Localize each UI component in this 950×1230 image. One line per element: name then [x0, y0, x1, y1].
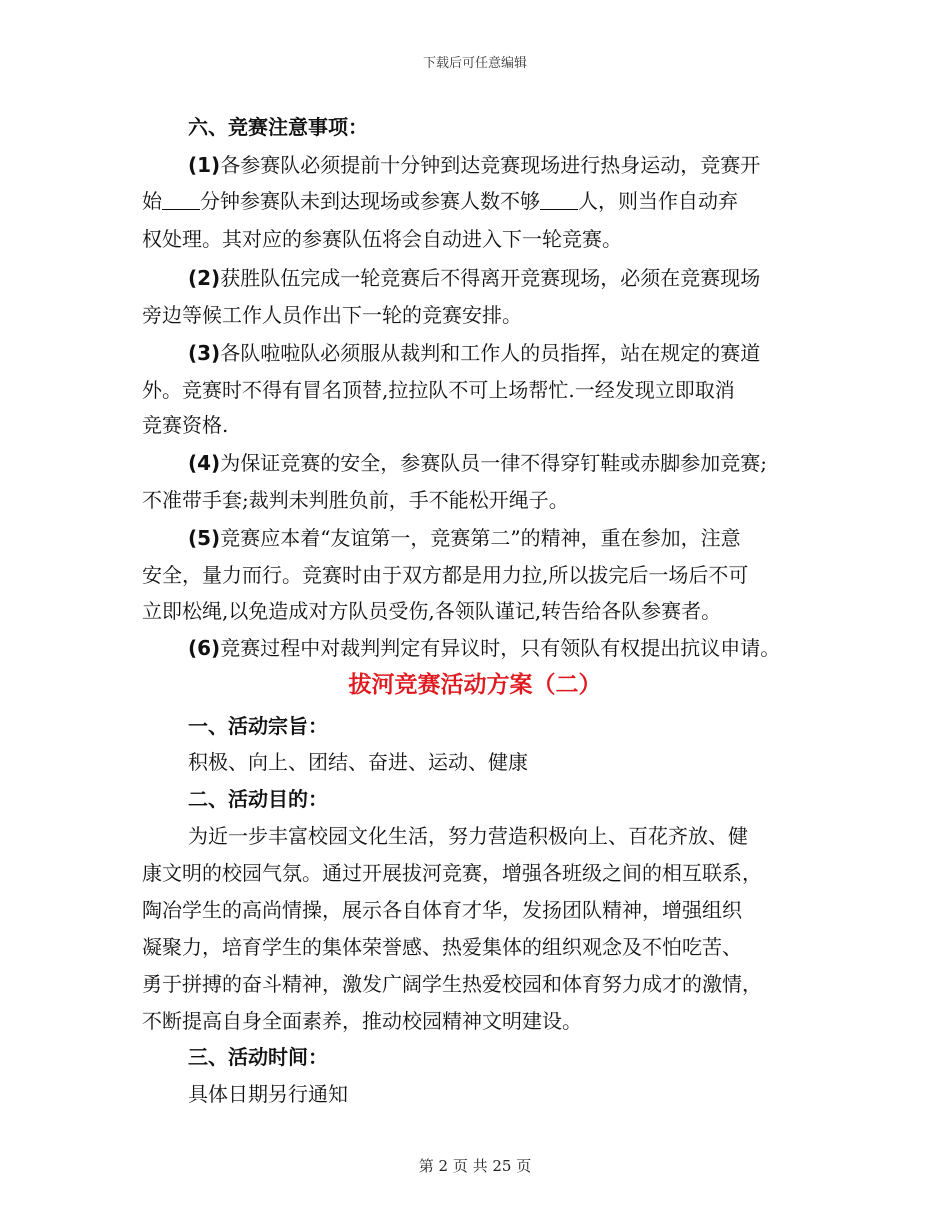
blank-people [540, 189, 578, 210]
page-header: 下载后可任意编辑 [422, 56, 527, 71]
rule-number: (4) [188, 451, 221, 475]
rule-2-line-1 [188, 264, 760, 292]
rule-text: 竞赛过程中对裁判判定有异议时，只有领队有权提出抗议申请。 [220, 636, 781, 660]
section-title-precautions: 六、竞赛注意事项： [188, 115, 368, 139]
rule-4-line-2: 不准带手套;裁判未判胜负前，手不能松开绳子。 [142, 488, 569, 512]
rule-1-line-2 [142, 187, 738, 215]
goal-line-5: 勇于拼搏的奋斗精神，激发广阔学生热爱校园和体育努力成才的激情， [142, 972, 762, 996]
rule-text: 各参赛队必须提前十分钟到达竞赛现场进行热身运动，竞赛开 [220, 153, 761, 177]
section-title-purpose: 一、活动宗旨： [188, 714, 328, 738]
rule-6-line-1 [188, 634, 780, 662]
rule-1-line-3: 权处理。其对应的参赛队伍将会自动进入下一轮竞赛。 [142, 227, 622, 251]
goal-line-3: 陶冶学生的高尚情操，展示各自体育才华，发扬团队精神，增强组织 [142, 898, 742, 922]
document-title: 拔河竞赛活动方案（二） [348, 671, 602, 698]
goal-line-2: 康文明的校园气氛。通过开展拔河竞赛，增强各班级之间的相互联系， [142, 861, 762, 885]
goal-line-1: 为近一步丰富校园文化生活，努力营造积极向上、百花齐放、健 [188, 824, 748, 848]
blank-minutes [162, 189, 200, 210]
time-text: 具体日期另行通知 [188, 1082, 348, 1106]
rule-text: 获胜队伍完成一轮竞赛后不得离开竞赛现场，必须在竞赛现场 [220, 266, 761, 290]
rule-text: 为保证竞赛的安全，参赛队员一律不得穿钉鞋或赤脚参加竞赛; [220, 451, 767, 475]
rule-text: 分钟参赛队未到达现场或参赛人数不够 [200, 189, 540, 213]
rule-5-line-3: 立即松绳,以免造成对方队员受伤,各领队谨记,转告给各队参赛者。 [142, 599, 722, 623]
rule-number: (5) [188, 526, 221, 550]
rule-text: 各队啦啦队必须服从裁判和工作人的员指挥，站在规定的赛道 [220, 341, 761, 365]
rule-1-line-1 [188, 151, 760, 179]
rule-5-line-2: 安全，量力而行。竞赛时由于双方都是用力拉,所以拔完后一场后不可 [142, 563, 749, 587]
goal-line-4: 凝聚力，培育学生的集体荣誉感、热爱集体的组织观念及不怕吃苦、 [142, 935, 742, 959]
goal-line-6: 不断提高自身全面素养，推动校园精神文明建设。 [142, 1009, 582, 1033]
section-title-goal: 二、活动目的： [188, 787, 328, 811]
rule-text: 始 [142, 189, 162, 213]
rule-text: 竞赛应本着“友谊第一，竞赛第二”的精神，重在参加，注意 [220, 526, 741, 550]
rule-3-line-1 [188, 339, 760, 367]
purpose-text: 积极、向上、团结、奋进、运动、健康 [188, 750, 528, 774]
rule-4-line-1 [188, 449, 767, 477]
section-title-time: 三、活动时间： [188, 1045, 328, 1069]
rule-number: (2) [188, 266, 221, 290]
rule-3-line-3: 竞赛资格. [142, 413, 229, 437]
rule-number: (6) [188, 636, 221, 660]
rule-number: (3) [188, 341, 221, 365]
rule-5-line-1 [188, 524, 741, 552]
page-footer: 第 2 页 共 25 页 [418, 1157, 532, 1175]
rule-text: 人，则当作自动弃 [578, 189, 738, 213]
rule-2-line-2: 旁边等候工作人员作出下一轮的竞赛安排。 [142, 303, 522, 327]
rule-number: (1) [188, 153, 221, 177]
rule-3-line-2: 外。竞赛时不得有冒名顶替,拉拉队不可上场帮忙.一经发现立即取消 [142, 378, 735, 402]
